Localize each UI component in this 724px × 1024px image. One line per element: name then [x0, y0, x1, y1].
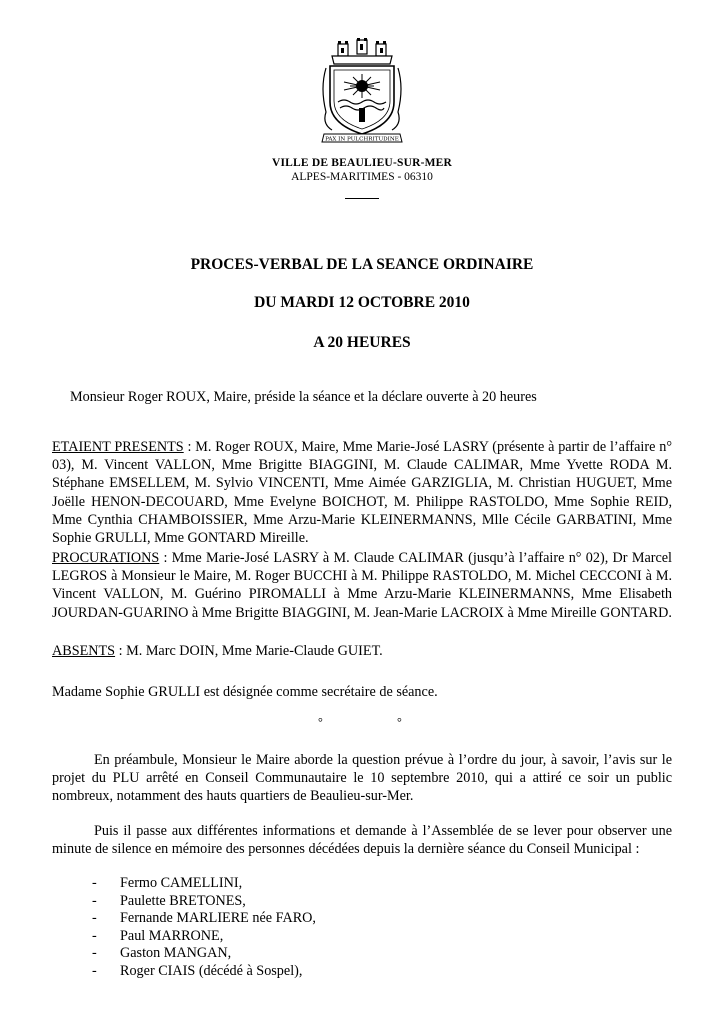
svg-text:PAX IN PULCHRITUDINE: PAX IN PULCHRITUDINE — [325, 136, 399, 143]
document-title: PROCES-VERBAL DE LA SEANCE ORDINAIRE — [190, 256, 534, 273]
list-item: - Paul MARRONE, — [92, 928, 316, 946]
procurations-label: PROCURATIONS — [52, 550, 160, 566]
separator-left: ° — [318, 715, 323, 729]
procurations-text: : Mme Marie-José LASRY à M. Claude CALIMAR (jusqu’à l’affaire n° 02), Dr Marcel LEGROS à Monsieur le Maire, M. Roger BUCCHI à M. Philippe RASTOLDO, M. Michel CECCONI à M. Vincent VALLON, M. Guérino PIROMALLI à Mme Arzu-Marie KLEINERMANNS, Mme Elisabeth JOURDAN-GUARINO à Mme Brigitte BIAGGINI, M. Jean-Marie LACROIX à Mme Mireille GONTARD. — [52, 550, 672, 621]
absents-paragraph — [52, 642, 672, 660]
header-divider — [345, 198, 379, 199]
secretary-paragraph: Madame Sophie GRULLI est désignée comme secrétaire de séance. — [52, 684, 438, 700]
procurations-paragraph — [52, 549, 672, 622]
city-crest-logo — [318, 38, 406, 148]
presents-paragraph — [52, 438, 672, 547]
list-item: - Gaston MANGAN, — [92, 945, 316, 963]
preamble-paragraph: En préambule, Monsieur le Maire aborde la question prévue à l’ordre du jour, à savoir, l’avis sur le projet du PLU arrêté en Conseil Communautaire le 10 septembre 2010, qui a attiré ce soir un public nombreux, notamment des hauts quartiers de Beaulieu-sur-Mer. — [52, 752, 672, 805]
document-date: DU MARDI 12 OCTOBRE 2010 — [254, 294, 470, 311]
list-item: - Paulette BRETONES, — [92, 893, 316, 911]
list-item: - Fermo CAMELLINI, — [92, 875, 316, 893]
absents-text: : M. Marc DOIN, Mme Marie-Claude GUIET. — [115, 643, 383, 659]
presents-text: : M. Roger ROUX, Maire, Mme Marie-José LASRY (présente à partir de l’affaire n° 03), M. Vincent VALLON, Mme Brigitte BIAGGINI, M. Claude CALIMAR, Mme Yvette RODA M. Stéphane EMSELLEM, M. Sylvio VINCENTI, Mme Aimée GARZIGLIA, M. Christian HUGUET, Mme Joëlle HENON-DECOUARD, Mme Evelyne BOICHOT, M. Philippe RASTOLDO, Mme Sophie REID, Mme Cynthia CHAMBOISSIER, Mme Arzu-Marie KLEINERMANNS, Mlle Cécile GARBATINI, Mme Sophie GRULLI, Mme GONTARD Mireille. — [52, 439, 672, 547]
presents-label: ETAIENT PRESENTS — [52, 439, 184, 455]
city-name: VILLE DE BEAULIEU-SUR-MER — [271, 157, 453, 169]
department-line: ALPES-MARITIMES - 06310 — [291, 171, 433, 183]
silence-paragraph: Puis il passe aux différentes informations et demande à l’Assemblée de se lever pour observer une minute de silence en mémoire des personnes décédées depuis la dernière séance du Conseil Municipal : — [52, 823, 672, 858]
list-item: - Fernande MARLIERE née FARO, — [92, 910, 316, 928]
list-item: - Roger CIAIS (décédé à Sospel), — [92, 963, 316, 981]
intro-paragraph: Monsieur Roger ROUX, Maire, préside la séance et la déclare ouverte à 20 heures — [70, 389, 537, 405]
absents-label: ABSENTS — [52, 643, 116, 659]
separator-right: ° — [397, 715, 402, 729]
deceased-list — [92, 875, 316, 981]
document-time: A 20 HEURES — [313, 334, 411, 351]
